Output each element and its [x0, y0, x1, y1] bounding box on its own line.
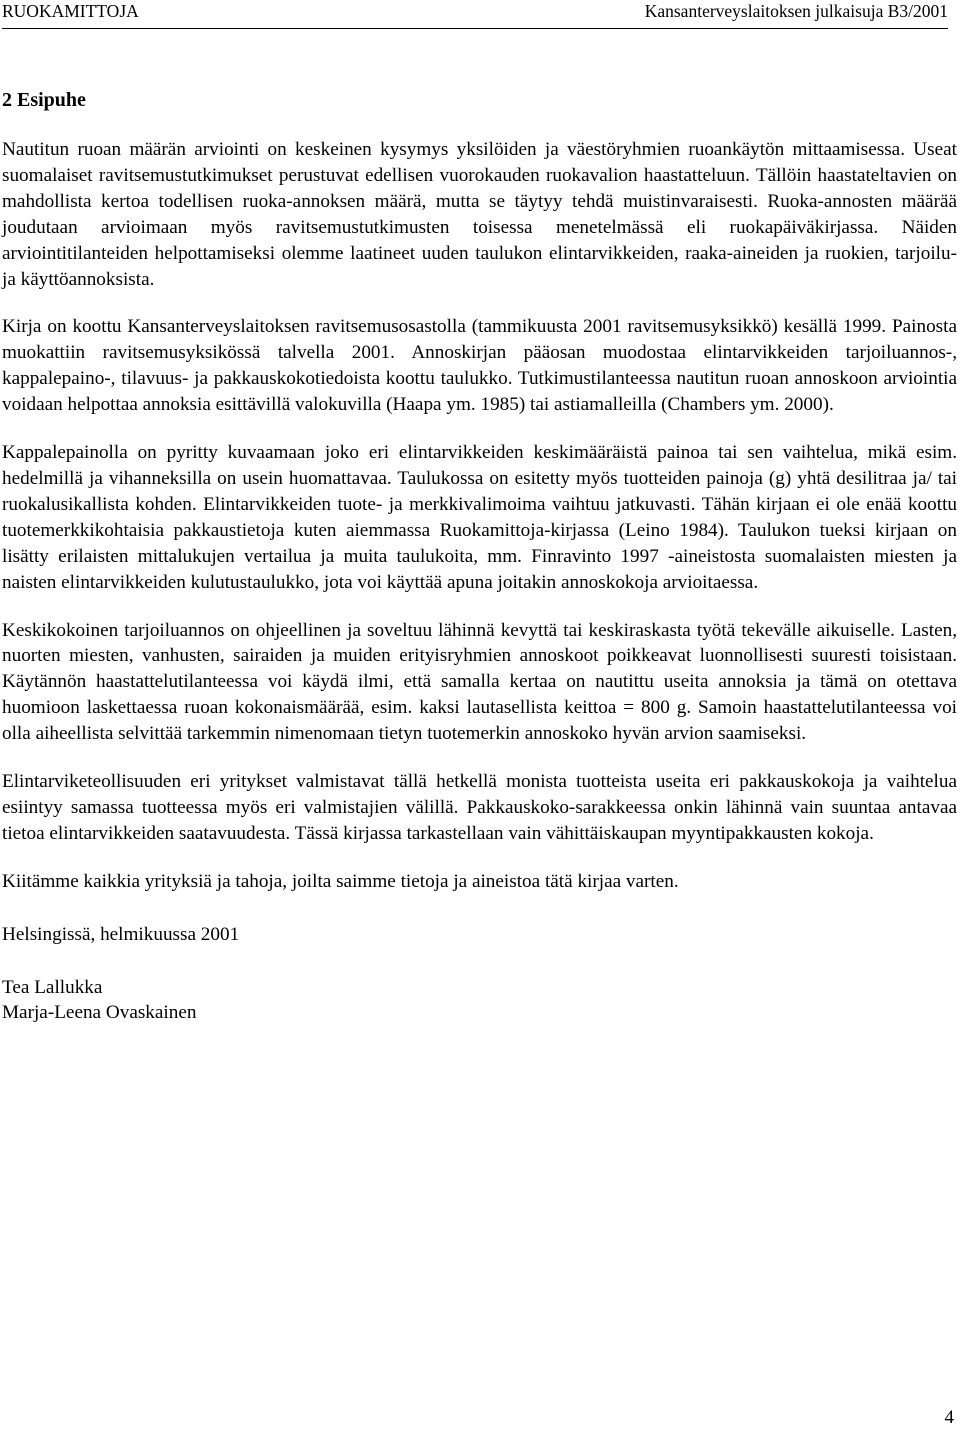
signature-name: Tea Lallukka	[2, 976, 103, 998]
paragraph-3: Kappalepainolla on pyritty kuvaamaan joko eri elintarvikkeiden keskimääräistä painoa tai sen vaihtelua, mikä esim. hedelmillä ja vihanneksilla on usein huomattavaa. Taulukossa on esitetty myös tuotteiden painoja (g) yhtä desilitraa ja/ tai ruokalusikallista kohden. Elintarvikkeiden tuote- ja merkkivalimoima vaihtuu jatkuvasti. Tähän kirjaan ei ole enää koottu tuotemerkkikohtaisia pakkaustietoja kuten aiemmassa Ruokamittoja-kirjassa (Leino 1984). Taulukon tueksi kirjaan on lisätty erilaisten mittalukujen vertailua ja muita taulukoita, mm. Finravinto 1997 -aineistosta suomalaisten miesten ja naisten elintarvikkeiden kulutustaulukko, jota voi käyttää apuna joitakin annoskokoja arvioitaessa.	[2, 442, 957, 593]
page-number: 4	[944, 1407, 954, 1428]
page-content	[2, 86, 957, 1026]
paragraph-1: Nautitun ruoan määrän arviointi on keskeinen kysymys yksilöiden ja väestöryhmien ruoankäytön mittaamisessa. Useat suomalaiset ravitsemustutkimukset perustuvat edellisen vuorokauden ruokavalion haastatteluun. Tällöin haastateltavien on mahdollista kertoa todellisen ruoka-annoksen määrä, mutta se täytyy tehdä muistinvaraisesti. Ruoka-annosten määrää joudutaan arvioimaan myös ravitsemustutkimusten toisessa menetelmässä eli ruokapäiväkirjassa. Näiden arviointitilanteiden helpottamiseksi olemme laatineet uuden taulukon elintarvikkeiden, raaka-aineiden ja ruokien, tarjoilu- ja käyttöannoksista.	[2, 139, 957, 290]
section-heading: 2 Esipuhe	[2, 89, 86, 111]
header-series-name: Kansanterveyslaitoksen julkaisuja B3/2001	[644, 1, 948, 21]
header-publication-title: RUOKAMITTOJA	[2, 1, 139, 21]
paragraph-2: Kirja on koottu Kansanterveyslaitoksen ravitsemusosastolla (tammikuusta 2001 ravitsemusyksikkö) kesällä 1999. Painosta muokattiin ravitsemusyksikössä talvella 2001. Annoskirjan pääosan muodostaa elintarvikkeiden tarjoiluannos-, kappalepaino-, tilavuus- ja pakkauskokotiedoista koottu taulukko. Tutkimustilanteessa nautitun ruoan annoskoon arviointia voidaan helpottaa annoksia esittävillä valokuvilla (Haapa ym. 1985) tai astiamalleilla (Chambers ym. 2000).	[2, 316, 957, 416]
thanks-paragraph: Kiitämme kaikkia yrityksiä ja tahoja, joilta saimme tietoja ja aineistoa tätä kirjaa varten.	[2, 870, 679, 892]
paragraph-4: Keskikokoinen tarjoiluannos on ohjeellinen ja soveltuu lähinnä kevyttä tai keskiraskasta työtä tekevälle aikuiselle. Lasten, nuorten miesten, vanhusten, sairaiden ja muiden erityisryhmien annoskoot poikkeavat luonnollisesti suuresti toisistaan. Käytännön haastattelutilanteessa voi käydä ilmi, että samalla kertaa on nautittu useita annoksia ja tämä on otettava huomioon laskettaessa ruoan kokonaismäärää, esim. kaksi lautasellista keittoa = 800 g. Samoin haastattelutilanteessa voi olla aiheellista selvittää tarkemmin nimenomaan tietyn tuotemerkin annoskoko hyvän arvion saamiseksi.	[2, 619, 957, 745]
page-header	[2, 0, 948, 22]
place-and-date: Helsingissä, helmikuussa 2001	[2, 923, 240, 945]
signature-block	[2, 975, 957, 1027]
paragraph-5: Elintarviketeollisuuden eri yritykset valmistavat tällä hetkellä monista tuotteista useita eri pakkauskokoja ja vaihtelua esiintyy samassa tuotteessa myös eri valmistajien välillä. Pakkauskoko-sarakkeessa onkin lähinnä vain suuntaa antavaa tietoa elintarvikkeiden saatavuudesta. Tässä kirjassa tarkastellaan vain vähittäiskaupan myyntipakkausten kokoja.	[2, 771, 957, 844]
signature-name: Marja-Leena Ovaskainen	[2, 1002, 197, 1024]
header-divider	[2, 28, 948, 29]
